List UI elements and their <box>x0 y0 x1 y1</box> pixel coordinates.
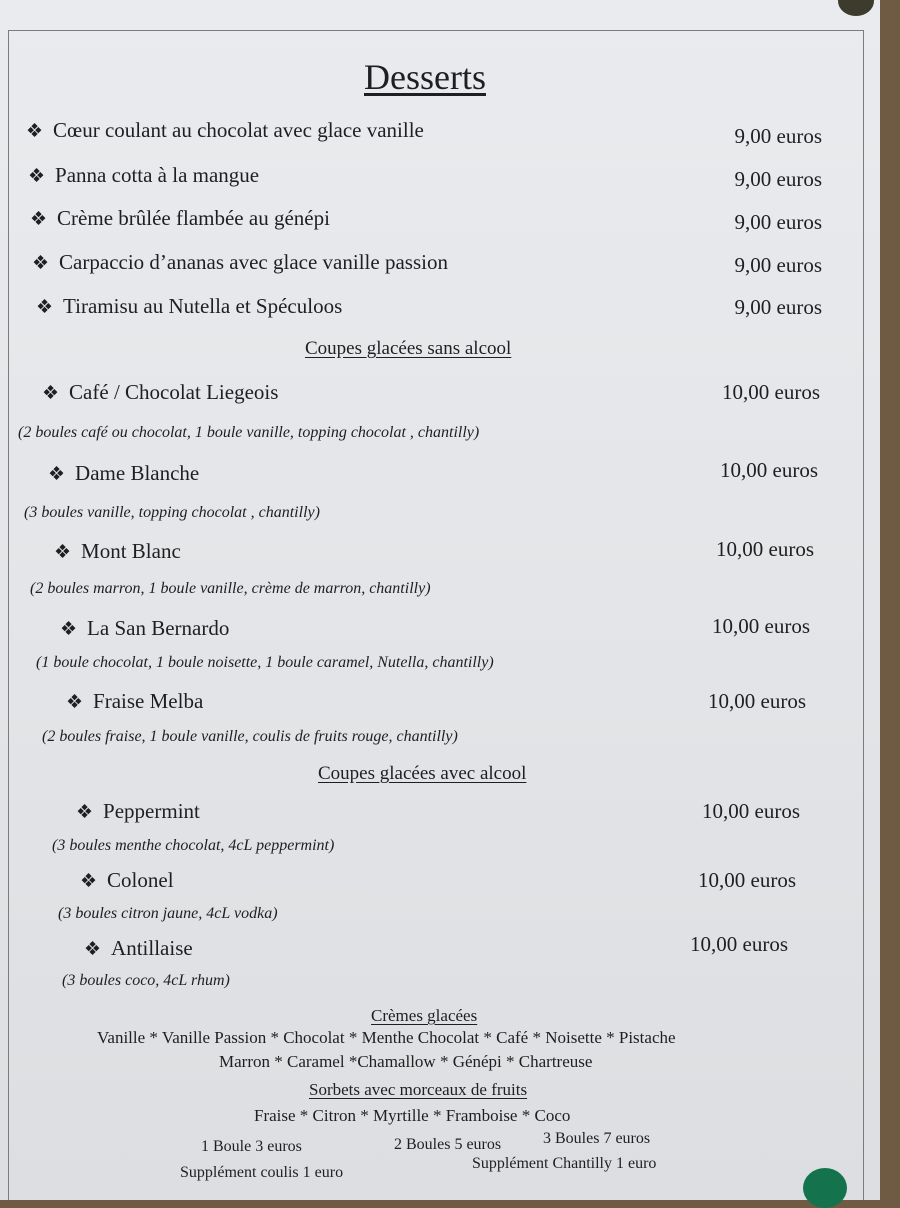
page-title: Desserts <box>364 57 486 97</box>
pushpin-icon <box>838 0 874 16</box>
coupe-name: Café / Chocolat Liegeois <box>69 380 279 404</box>
diamond-bullet-icon: ❖ <box>54 542 72 563</box>
dessert-price: 9,00 euros <box>734 124 822 148</box>
flavor-list: Fraise * Citron * Myrtille * Framboise * Coco <box>254 1106 571 1125</box>
coupe-item <box>66 689 203 714</box>
diamond-bullet-icon: ❖ <box>30 209 48 230</box>
dessert-price: 9,00 euros <box>734 253 822 277</box>
supplement-chantilly: Supplément Chantilly 1 euro <box>472 1155 657 1172</box>
coupe-description: (3 boules coco, 4cL rhum) <box>62 972 230 989</box>
coupe-price: 10,00 euros <box>702 799 800 823</box>
coupe-name: Dame Blanche <box>75 461 200 485</box>
dessert-item <box>30 206 330 231</box>
diamond-bullet-icon: ❖ <box>84 939 102 960</box>
diamond-bullet-icon: ❖ <box>76 802 94 823</box>
dessert-name: Carpaccio d’ananas avec glace vanille passion <box>59 250 448 274</box>
section-heading-sorbets: Sorbets avec morceaux de fruits <box>309 1080 528 1099</box>
section-heading-cremes-glacees: Crèmes glacées <box>371 1006 478 1025</box>
coupe-description: (2 boules fraise, 1 boule vanille, coulis de fruits rouge, chantilly) <box>42 728 458 745</box>
coupe-description: (3 boules vanille, topping chocolat , chantilly) <box>24 504 320 521</box>
coupe-description: (2 boules café ou chocolat, 1 boule vanille, topping chocolat , chantilly) <box>18 424 480 441</box>
coupe-name: Colonel <box>107 868 174 892</box>
diamond-bullet-icon: ❖ <box>32 253 50 274</box>
price-three-scoops: 3 Boules 7 euros <box>543 1130 651 1147</box>
coupe-item <box>84 936 193 961</box>
supplement-coulis: Supplément coulis 1 euro <box>180 1164 344 1181</box>
section-heading-coupes-sans-alcool: Coupes glacées sans alcool <box>305 338 512 359</box>
price-one-scoop: 1 Boule 3 euros <box>201 1138 302 1155</box>
diamond-bullet-icon: ❖ <box>42 383 60 404</box>
diamond-bullet-icon: ❖ <box>80 871 98 892</box>
coupe-item <box>42 380 278 405</box>
coupe-price: 10,00 euros <box>690 932 788 956</box>
coupe-item <box>76 799 200 824</box>
coupe-name: Peppermint <box>103 799 200 823</box>
coupe-name: Fraise Melba <box>93 689 204 713</box>
diamond-bullet-icon: ❖ <box>60 619 78 640</box>
flavor-list: Vanille * Vanille Passion * Chocolat * Menthe Chocolat * Café * Noisette * Pistache <box>97 1028 676 1047</box>
dessert-item <box>32 250 448 275</box>
diamond-bullet-icon: ❖ <box>48 464 66 485</box>
coupe-price: 10,00 euros <box>722 380 820 404</box>
coupe-item <box>48 461 199 486</box>
diamond-bullet-icon: ❖ <box>36 297 54 318</box>
coupe-price: 10,00 euros <box>708 689 806 713</box>
flavor-list: Marron * Caramel *Chamallow * Génépi * Chartreuse <box>219 1052 593 1071</box>
dessert-item <box>26 118 424 143</box>
coupe-description: (3 boules citron jaune, 4cL vodka) <box>58 905 278 922</box>
coupe-description: (1 boule chocolat, 1 boule noisette, 1 boule caramel, Nutella, chantilly) <box>36 654 494 671</box>
dessert-price: 9,00 euros <box>734 210 822 234</box>
price-two-scoops: 2 Boules 5 euros <box>394 1136 502 1153</box>
coupe-price: 10,00 euros <box>712 614 810 638</box>
dessert-item <box>36 294 342 319</box>
coupe-price: 10,00 euros <box>720 458 818 482</box>
diamond-bullet-icon: ❖ <box>66 692 84 713</box>
coupe-item <box>54 539 181 564</box>
dessert-name: Cœur coulant au chocolat avec glace vanille <box>53 118 424 142</box>
coupe-price: 10,00 euros <box>716 537 814 561</box>
section-heading-coupes-avec-alcool: Coupes glacées avec alcool <box>318 763 527 784</box>
coupe-name: La San Bernardo <box>87 616 230 640</box>
dessert-price: 9,00 euros <box>734 167 822 191</box>
dessert-name: Panna cotta à la mangue <box>55 163 260 187</box>
coupe-name: Antillaise <box>111 936 193 960</box>
diamond-bullet-icon: ❖ <box>28 166 46 187</box>
dessert-price: 9,00 euros <box>734 295 822 319</box>
coupe-item <box>80 868 174 893</box>
coupe-name: Mont Blanc <box>81 539 181 563</box>
coupe-price: 10,00 euros <box>698 868 796 892</box>
dessert-item <box>28 163 259 188</box>
coupe-item <box>60 616 229 641</box>
dessert-name: Crème brûlée flambée au génépi <box>57 206 330 230</box>
coupe-description: (3 boules menthe chocolat, 4cL peppermint) <box>52 837 335 854</box>
coupe-description: (2 boules marron, 1 boule vanille, crème de marron, chantilly) <box>30 580 431 597</box>
dessert-name: Tiramisu au Nutella et Spéculoos <box>63 294 343 318</box>
diamond-bullet-icon: ❖ <box>26 121 44 142</box>
pushpin-icon <box>803 1168 847 1208</box>
